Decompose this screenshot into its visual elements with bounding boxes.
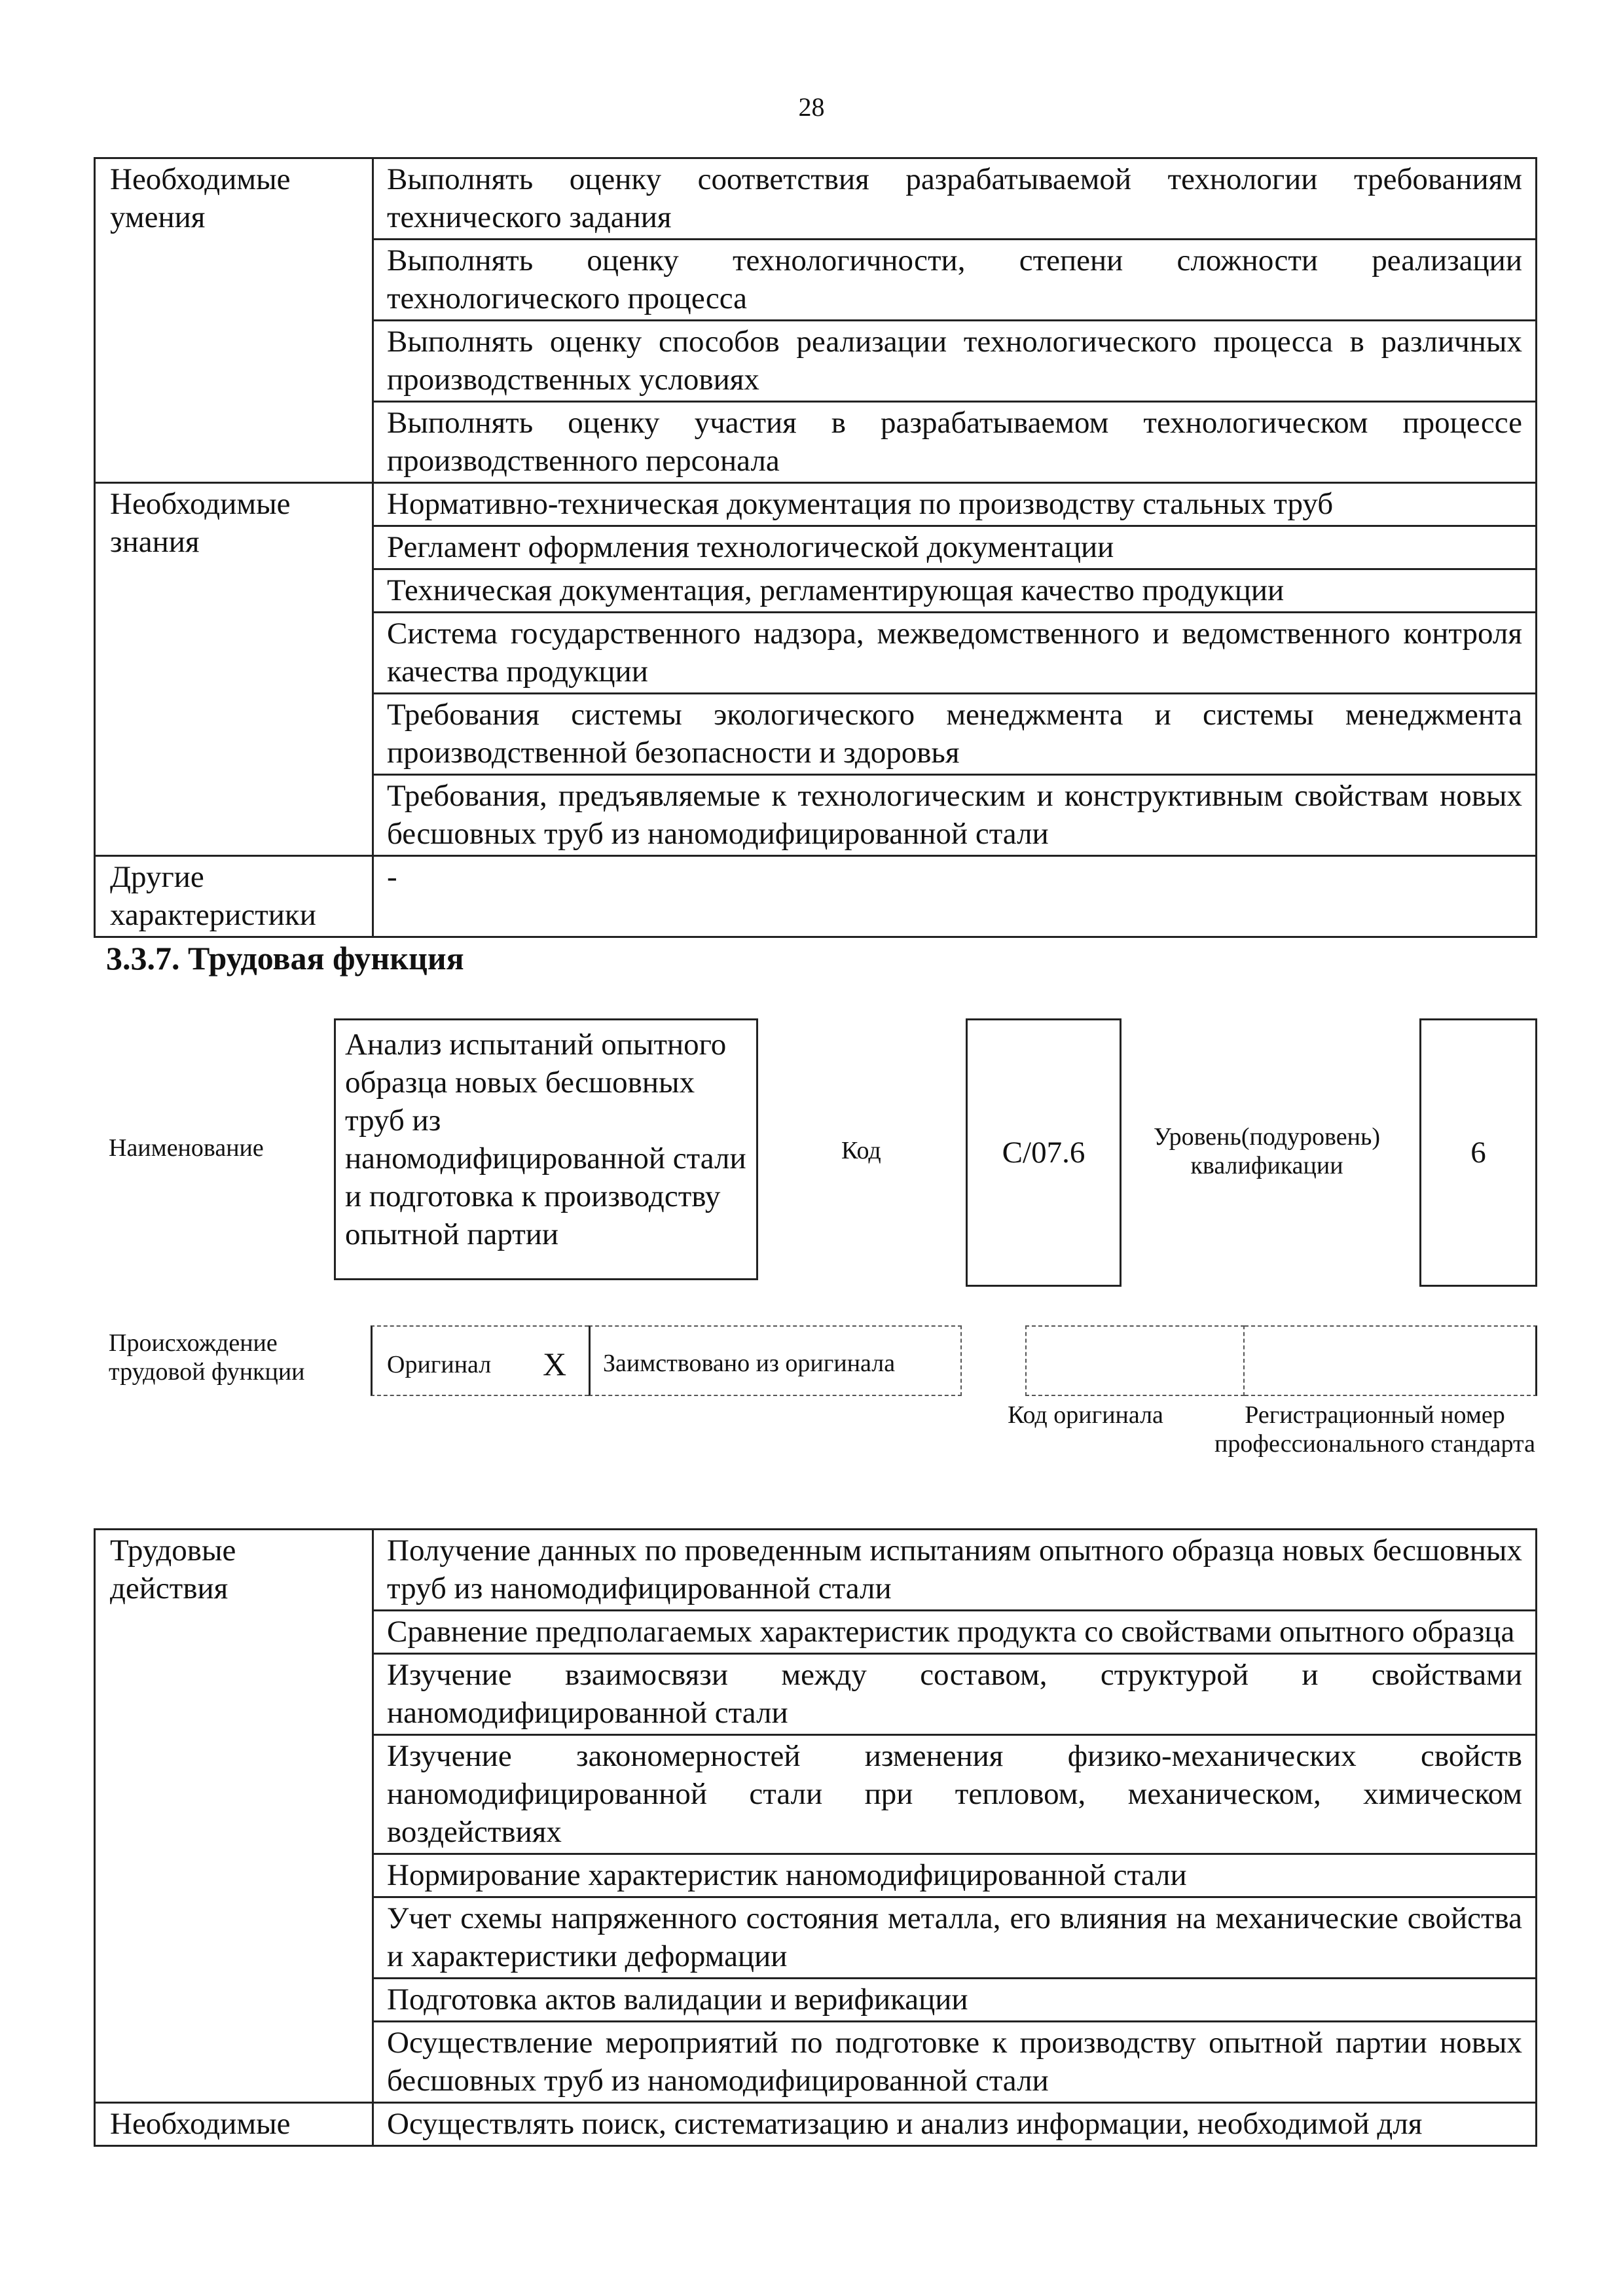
row-label: Необходимые умения: [95, 158, 373, 483]
table-row: [95, 2103, 1537, 2146]
row-label: Необходимые знания: [95, 483, 373, 856]
actions-table: [94, 1528, 1537, 2147]
table-row: [95, 856, 1537, 937]
table-row: [95, 483, 1537, 526]
original-mark: X: [543, 1346, 567, 1382]
row-item: Изучение закономерностей изменения физико-механических свойств наномодифицированной стали при тепловом, механическом, химическом воздействиях: [373, 1735, 1537, 1854]
origin-strip: [371, 1325, 1537, 1396]
code-label: Код: [841, 1137, 881, 1164]
function-code-value: C/07.6: [1002, 1136, 1085, 1170]
function-name-box: Анализ испытаний опытного образца новых бесшовных труб из наномодифицированной стали и подготовка к производству опытной партии: [334, 1018, 758, 1280]
row-item: Учет схемы напряженного состояния металла, его влияния на механические свойства и характеристики деформации: [373, 1897, 1537, 1979]
row-item: Нормирование характеристик наномодифицированной стали: [373, 1854, 1537, 1897]
row-item: Сравнение предполагаемых характеристик продукта со свойствами опытного образца: [373, 1611, 1537, 1654]
row-item: Требования системы экологического менеджмента и системы менеджмента производственной безопасности и здоровья: [373, 694, 1537, 775]
row-item: Система государственного надзора, межведомственного и ведомственного контроля качества продукции: [373, 613, 1537, 694]
table-row: [95, 1530, 1537, 1611]
row-label: Трудовые действия: [95, 1530, 373, 2103]
origin-reg-caption: Регистрационный номер профессионального стандарта: [1214, 1401, 1535, 1458]
origin-reg-cell: [1245, 1325, 1537, 1396]
row-label: Другие характеристики: [95, 856, 373, 937]
row-item: Осуществлять поиск, систематизацию и анализ информации, необходимой для: [373, 2103, 1537, 2146]
name-label: Наименование: [109, 1134, 264, 1162]
origin-label: Происхождение трудовой функции: [109, 1329, 305, 1386]
origin-code-cell: [1025, 1325, 1245, 1396]
row-item: Получение данных по проведенным испытаниям опытного образца новых бесшовных труб из наномодифицированной стали: [373, 1530, 1537, 1611]
table-row: [95, 158, 1537, 240]
row-item: Выполнять оценку участия в разрабатываемом технологическом процессе производственного персонала: [373, 402, 1537, 483]
row-item: Осуществление мероприятий по подготовке к производству опытной партии новых бесшовных труб из наномодифицированной стали: [373, 2022, 1537, 2103]
row-item: Изучение взаимосвязи между составом, структурой и свойствами наномодифицированной стали: [373, 1654, 1537, 1735]
section-heading: 3.3.7. Трудовая функция: [106, 940, 464, 977]
row-item: Выполнять оценку способов реализации технологического процесса в различных производственных условиях: [373, 321, 1537, 402]
qualification-level-label: Уровень(подуровень) квалификации: [1154, 1123, 1380, 1179]
row-item: Выполнять оценку соответствия разрабатываемой технологии требованиям технического задания: [373, 158, 1537, 240]
original-label: Оригинал: [387, 1351, 492, 1378]
row-item: Выполнять оценку технологичности, степени сложности реализации технологического процесса: [373, 240, 1537, 321]
page-number: 28: [798, 92, 825, 122]
requirements-table: [94, 157, 1537, 938]
borrowed-label: Заимствовано из оригинала: [603, 1350, 896, 1377]
row-item: Подготовка актов валидации и верификации: [373, 1979, 1537, 2022]
qualification-level-box: [1419, 1018, 1537, 1287]
row-item: Техническая документация, регламентирующая качество продукции: [373, 569, 1537, 613]
origin-cell-original: [371, 1325, 589, 1396]
row-label: Необходимые: [95, 2103, 373, 2146]
qualification-level-value: 6: [1470, 1136, 1486, 1170]
origin-code-caption: Код оригинала: [1008, 1401, 1163, 1429]
row-item: -: [373, 856, 1537, 937]
function-code-box: [966, 1018, 1122, 1287]
row-item: Требования, предъявляемые к технологическим и конструктивным свойствам новых бесшовных труб из наномодифицированной стали: [373, 775, 1537, 856]
row-item: Нормативно-техническая документация по производству стальных труб: [373, 483, 1537, 526]
row-item: Регламент оформления технологической документации: [373, 526, 1537, 569]
